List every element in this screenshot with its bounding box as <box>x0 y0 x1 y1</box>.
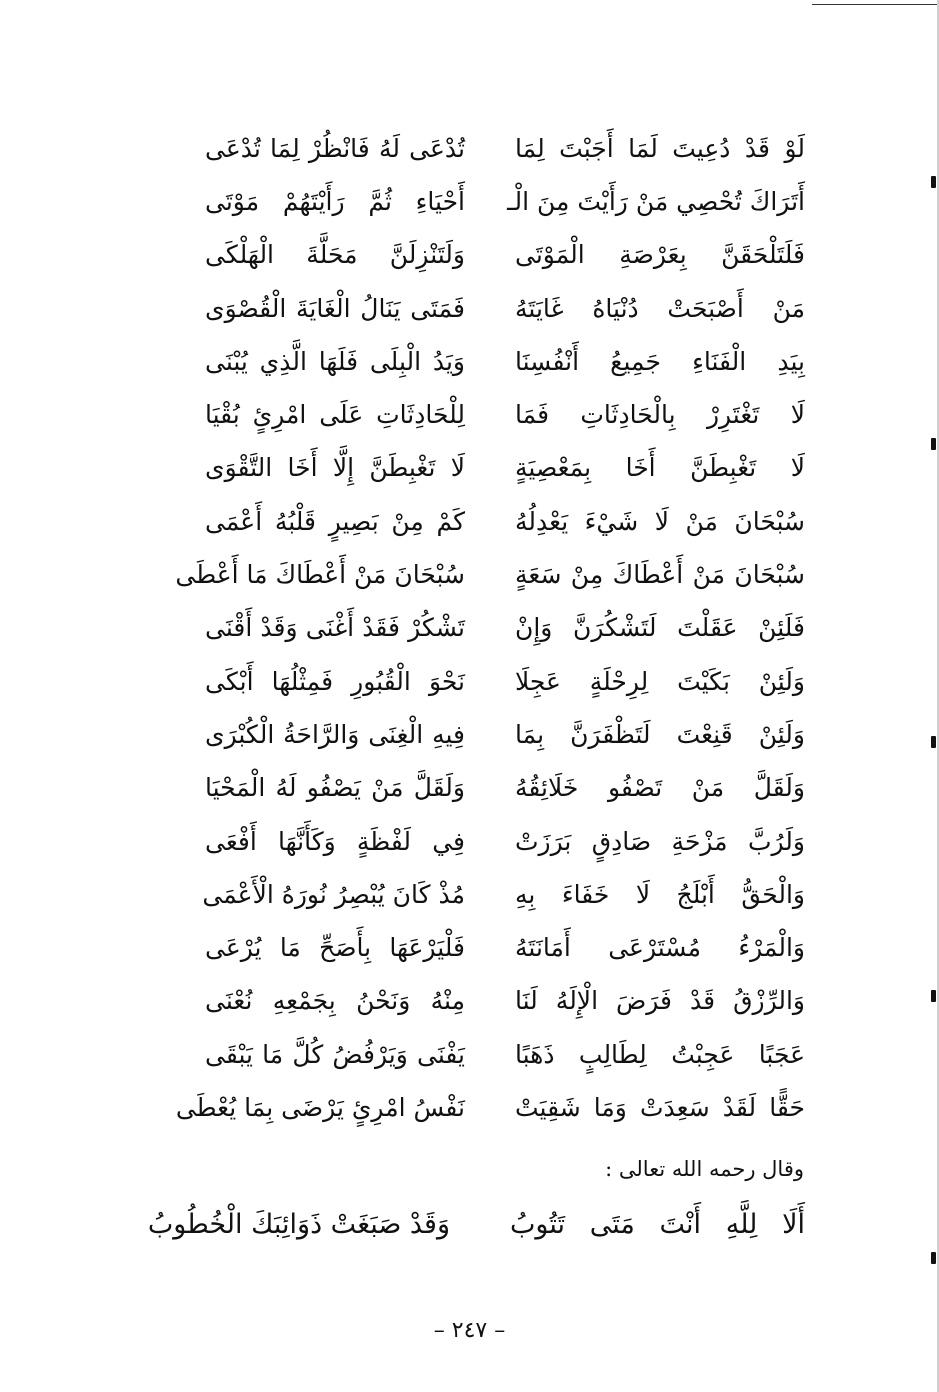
poem <box>175 122 805 1135</box>
verse <box>205 442 805 495</box>
verse-first-hemistich: وَالْحَقُّ أَبْلَجُ لَا خَفَاءَ بِهِ <box>515 879 805 909</box>
verse <box>205 335 805 388</box>
verse-first-hemistich: سُبْحَانَ مَنْ أَعْطَاكَ مِنْ سَعَةٍ <box>515 560 805 590</box>
verse <box>205 921 805 974</box>
next-poem-first-verse <box>147 1203 805 1247</box>
verse-first-hemistich: فَلَئِنْ عَقَلْتَ لَتَشْكُرَنَّ وَإِنْ <box>515 613 805 643</box>
verse <box>205 975 805 1028</box>
verse <box>205 495 805 548</box>
verse-second-hemistich: فَمَتَى يَنَالُ الْغَايَةَ الْقُصْوَى <box>205 293 465 323</box>
verse-first-hemistich: حَقًّا لَقَدْ سَعِدَتْ وَمَا شَقِيَتْ <box>515 1092 805 1122</box>
page-number: – ٢٤٧ – <box>433 1318 506 1343</box>
verse-second-hemistich: فَلْيَرْعَهَا بِأَصَحِّ مَا يُرْعَى <box>205 933 465 963</box>
verse-second-hemistich: يَفْنَى وَيَرْفُضُ كُلَّ مَا يَبْقَى <box>205 1039 465 1069</box>
edge-mark <box>931 176 936 188</box>
verse-first-hemistich: لَا تَغْتَرِرْ بِالْحَادِثَاتِ فَمَا <box>515 400 805 430</box>
verse <box>205 602 805 655</box>
edge-mark <box>931 990 936 1002</box>
verse <box>205 282 805 335</box>
verse-first-hemistich: أَتَرَاكَ تُحْصِي مَنْ رَأَيْتَ مِنَ الْـ <box>507 186 805 216</box>
verse-first-hemistich: وَلَقَلَّ مَنْ تَصْفُو خَلَائِقُهُ <box>515 773 805 803</box>
verse-second-hemistich: كَمْ مِنْ بَصِيرٍ قَلْبُهُ أَعْمَى <box>205 506 465 536</box>
verse-second-hemistich: فِي لَفْظَةٍ وَكَأَنَّهَا أَفْعَى <box>205 826 465 856</box>
verse-second-hemistich: نَحْوَ الْقُبُورِ فَمِثْلُهَا أَبْكَى <box>205 666 465 696</box>
verse-second-hemistich: نَفْسُ امْرِئٍ يَرْضَى بِمَا يُعْطَى <box>175 1092 465 1122</box>
edge-mark <box>931 736 936 748</box>
verse-first-hemistich: بِيَدِ الْفَنَاءِ جَمِيعُ أَنْفُسِنَا <box>515 346 805 376</box>
verse <box>205 388 805 441</box>
verse-first-hemistich: سُبْحَانَ مَنْ لَا شَيْءَ يَعْدِلُهُ <box>515 506 805 536</box>
verse-first-hemistich: وَالْمَرْءُ مُسْتَرْعَى أَمَانَتَهُ <box>515 933 805 963</box>
verse-first-hemistich: وَلَئِنْ قَنِعْتَ لَتَظْفَرَنَّ بِمَا <box>515 719 805 749</box>
verse-first-hemistich: مَنْ أَصْبَحَتْ دُنْيَاهُ غَايَتَهُ <box>515 293 805 323</box>
verse-first-hemistich: لَا تَغْبِطَنَّ أَخَا بِمَعْصِيَةٍ <box>515 453 805 483</box>
verse-second-hemistich: تَشْكُرْ فَقَدْ أَغْنَى وَقَدْ أَقْنَى <box>205 613 465 643</box>
top-rule <box>812 4 939 5</box>
verse <box>205 655 805 708</box>
verse-second-hemistich: مُذْ كَانَ يُبْصِرُ نُورَهُ الْأَعْمَى <box>202 879 465 909</box>
edge-mark <box>931 1252 936 1264</box>
verse-second-hemistich: مِنْهُ وَنَحْنُ بِجَمْعِهِ نُعْنَى <box>205 986 465 1016</box>
verse <box>205 229 805 282</box>
verse-second-hemistich: وَلَقَلَّ مَنْ يَصْفُو لَهُ الْمَحْيَا <box>205 773 465 803</box>
verse-second-hemistich: وَقَدْ صَبَغَتْ ذَوَائِبَكَ الْخُطُوبُ <box>147 1209 450 1240</box>
verse-second-hemistich: سُبْحَانَ مَنْ أَعْطَاكَ مَا أَعْطَى <box>175 560 465 590</box>
verse-second-hemistich: لِلْحَادِثَاتِ عَلَى امْرِئٍ بُقْيَا <box>205 400 465 430</box>
verse-first-hemistich: وَالرِّزْقُ قَدْ فَرَضَ الْإِلَهُ لَنَا <box>515 986 805 1016</box>
verse-second-hemistich: وَيَدُ الْبِلَى فَلَهَا الَّذِي يُبْنَى <box>205 346 465 376</box>
verse-first-hemistich: فَلَتَلْحَقَنَّ بِعَرْصَةِ الْمَوْتَى <box>515 240 805 270</box>
verse-first-hemistich: أَلَا لِلَّهِ أَنْتَ مَتَى تَتُوبُ <box>510 1209 805 1240</box>
edge-mark <box>931 438 936 450</box>
verse-first-hemistich: عَجَبًا عَجِبْتُ لِطَالِبٍ ذَهَبًا <box>515 1039 805 1069</box>
verse <box>205 1028 805 1081</box>
verse <box>205 815 805 868</box>
verse-second-hemistich: لَا تَغْبِطَنَّ إِلَّا أَخَا التَّقْوَى <box>205 453 465 483</box>
verse <box>205 175 805 228</box>
verse <box>205 122 805 175</box>
verse-first-hemistich: وَلَئِنْ بَكَيْتَ لِرِحْلَةٍ عَجِلَا <box>515 666 805 696</box>
verse <box>175 1081 805 1134</box>
poem-introduction: وقال رحمه الله تعالى : <box>605 1157 804 1181</box>
verse <box>205 708 805 761</box>
verse-first-hemistich: لَوْ قَدْ دُعِيتَ لَمَا أَجَبْتَ لِمَا <box>515 133 805 163</box>
verse-second-hemistich: وَلَتَنْزِلَنَّ مَحَلَّةَ الْهَلْكَى <box>205 240 465 270</box>
verse-second-hemistich: أَحْيَاءِ ثُمَّ رَأَيْتَهُمْ مَوْتَى <box>205 186 465 216</box>
verse <box>202 868 805 921</box>
verse <box>205 762 805 815</box>
verse-second-hemistich: تُدْعَى لَهُ فَانْظُرْ لِمَا تُدْعَى <box>205 133 465 163</box>
verse-second-hemistich: فِيهِ الْغِنَى وَالرَّاحَةُ الْكُبْرَى <box>205 719 465 749</box>
verse-first-hemistich: وَلَرُبَّ مَزْحَةِ صَادِقٍ بَرَزَتْ <box>515 826 805 856</box>
verse <box>175 548 805 601</box>
